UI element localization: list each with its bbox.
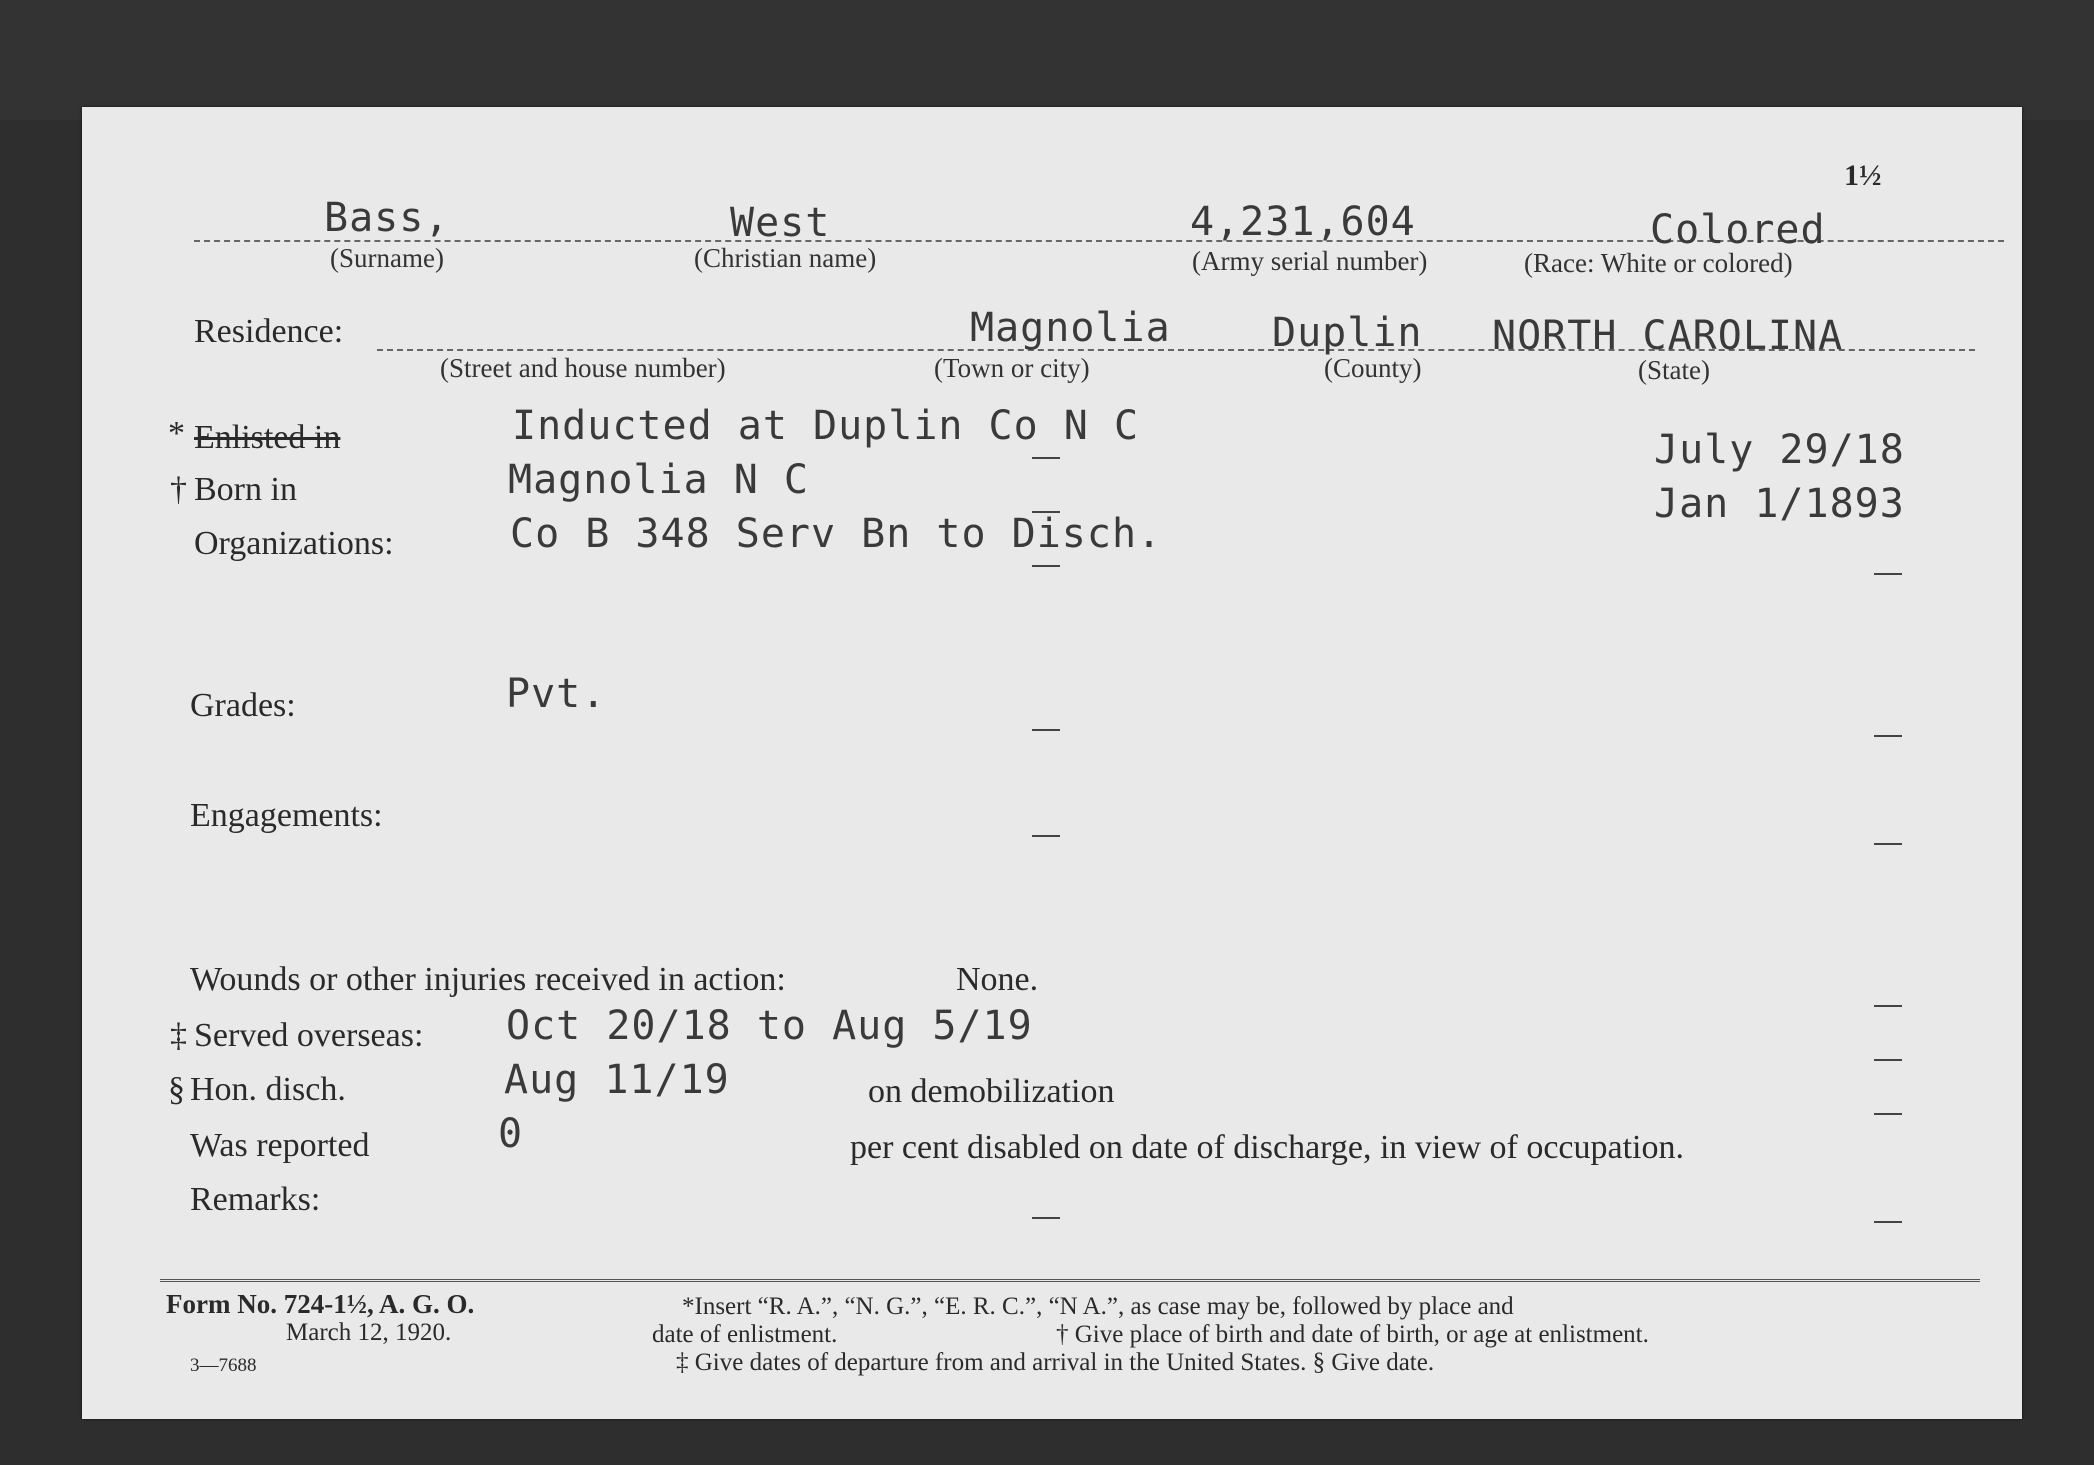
town-caption: (Town or city) xyxy=(934,353,1090,383)
footnote-3: ‡ Give dates of departure from and arrival in the United States. § Give date. xyxy=(676,1349,1435,1376)
street-caption: (Street and house number) xyxy=(440,353,726,383)
dash-mark xyxy=(1874,1113,1902,1115)
reported-value: 0 xyxy=(498,1111,524,1157)
remarks-label: Remarks: xyxy=(190,1181,321,1218)
dash-mark xyxy=(1032,835,1060,837)
christian-name-caption: (Christian name) xyxy=(694,243,877,273)
footnote-1: *Insert “R. A.”, “N. G.”, “E. R. C.”, “N A.”, as case may be, followed by place and xyxy=(682,1293,1514,1320)
born-date: Jan 1/1893 xyxy=(1654,481,1905,527)
dash-mark xyxy=(1032,1217,1060,1219)
footer-separator xyxy=(160,1279,1980,1282)
scan-background xyxy=(0,0,2094,120)
dash-mark xyxy=(1032,729,1060,731)
draft-service-card xyxy=(82,107,2022,1419)
born-mark: † xyxy=(170,471,187,508)
discharge-value: Aug 11/19 xyxy=(504,1057,730,1103)
footnote-2a: date of enlistment. xyxy=(652,1321,838,1348)
grades-value: Pvt. xyxy=(506,671,607,717)
serial-number-value: 4,231,604 xyxy=(1190,199,1416,245)
town-value: Magnolia xyxy=(970,305,1171,351)
county-caption: (County) xyxy=(1324,353,1422,383)
residence-label: Residence: xyxy=(194,313,344,350)
state-value: NORTH CAROLINA xyxy=(1492,313,1844,359)
serial-number-caption: (Army serial number) xyxy=(1192,246,1428,276)
enlisted-label: Enlisted in xyxy=(194,419,341,456)
dash-mark xyxy=(1874,573,1902,575)
discharge-label: Hon. disch. xyxy=(190,1071,346,1108)
engagements-label: Engagements: xyxy=(190,797,383,834)
born-value: Magnolia N C xyxy=(508,457,809,503)
wounds-label: Wounds or other injuries received in action: xyxy=(190,961,786,998)
wounds-value: None. xyxy=(956,961,1039,998)
dash-mark xyxy=(1874,1059,1902,1061)
form-date: March 12, 1920. xyxy=(286,1319,452,1346)
race-value: Colored xyxy=(1650,207,1826,253)
grades-label: Grades: xyxy=(190,687,296,724)
overseas-label: Served overseas: xyxy=(194,1017,424,1054)
dash-mark xyxy=(1032,511,1060,513)
form-code: 3—7688 xyxy=(190,1355,257,1376)
enlisted-date: July 29/18 xyxy=(1654,427,1905,473)
dash-mark xyxy=(1874,1221,1902,1223)
dash-mark xyxy=(1032,565,1060,567)
discharge-mark: § xyxy=(168,1071,185,1108)
organizations-label: Organizations: xyxy=(194,525,394,562)
christian-name-value: West xyxy=(730,200,831,246)
dash-mark xyxy=(1032,457,1060,459)
state-caption: (State) xyxy=(1638,355,1710,385)
reported-label: Was reported xyxy=(190,1127,370,1164)
form-number: Form No. 724-1½, A. G. O. xyxy=(166,1289,475,1319)
overseas-mark: ‡ xyxy=(170,1017,187,1054)
county-value: Duplin xyxy=(1272,310,1423,356)
surname-value: Bass, xyxy=(324,195,450,241)
race-caption: (Race: White or colored) xyxy=(1524,248,1793,278)
enlisted-value: Inducted at Duplin Co N C xyxy=(512,403,1140,449)
dash-mark xyxy=(1874,1005,1902,1007)
dash-mark xyxy=(1874,843,1902,845)
born-label: Born in xyxy=(194,471,297,508)
discharge-note: on demobilization xyxy=(868,1073,1115,1110)
footnote-2b: † Give place of birth and date of birth, or age at enlistment. xyxy=(1056,1321,1649,1348)
reported-note: per cent disabled on date of discharge, in view of occupation. xyxy=(850,1129,1684,1166)
organizations-value: Co B 348 Serv Bn to Disch. xyxy=(510,511,1163,557)
overseas-value: Oct 20/18 to Aug 5/19 xyxy=(506,1003,1033,1049)
surname-caption: (Surname) xyxy=(330,243,444,273)
dash-mark xyxy=(1874,735,1902,737)
enlisted-mark: * xyxy=(168,415,185,452)
page-number: 1½ xyxy=(1844,159,1882,192)
